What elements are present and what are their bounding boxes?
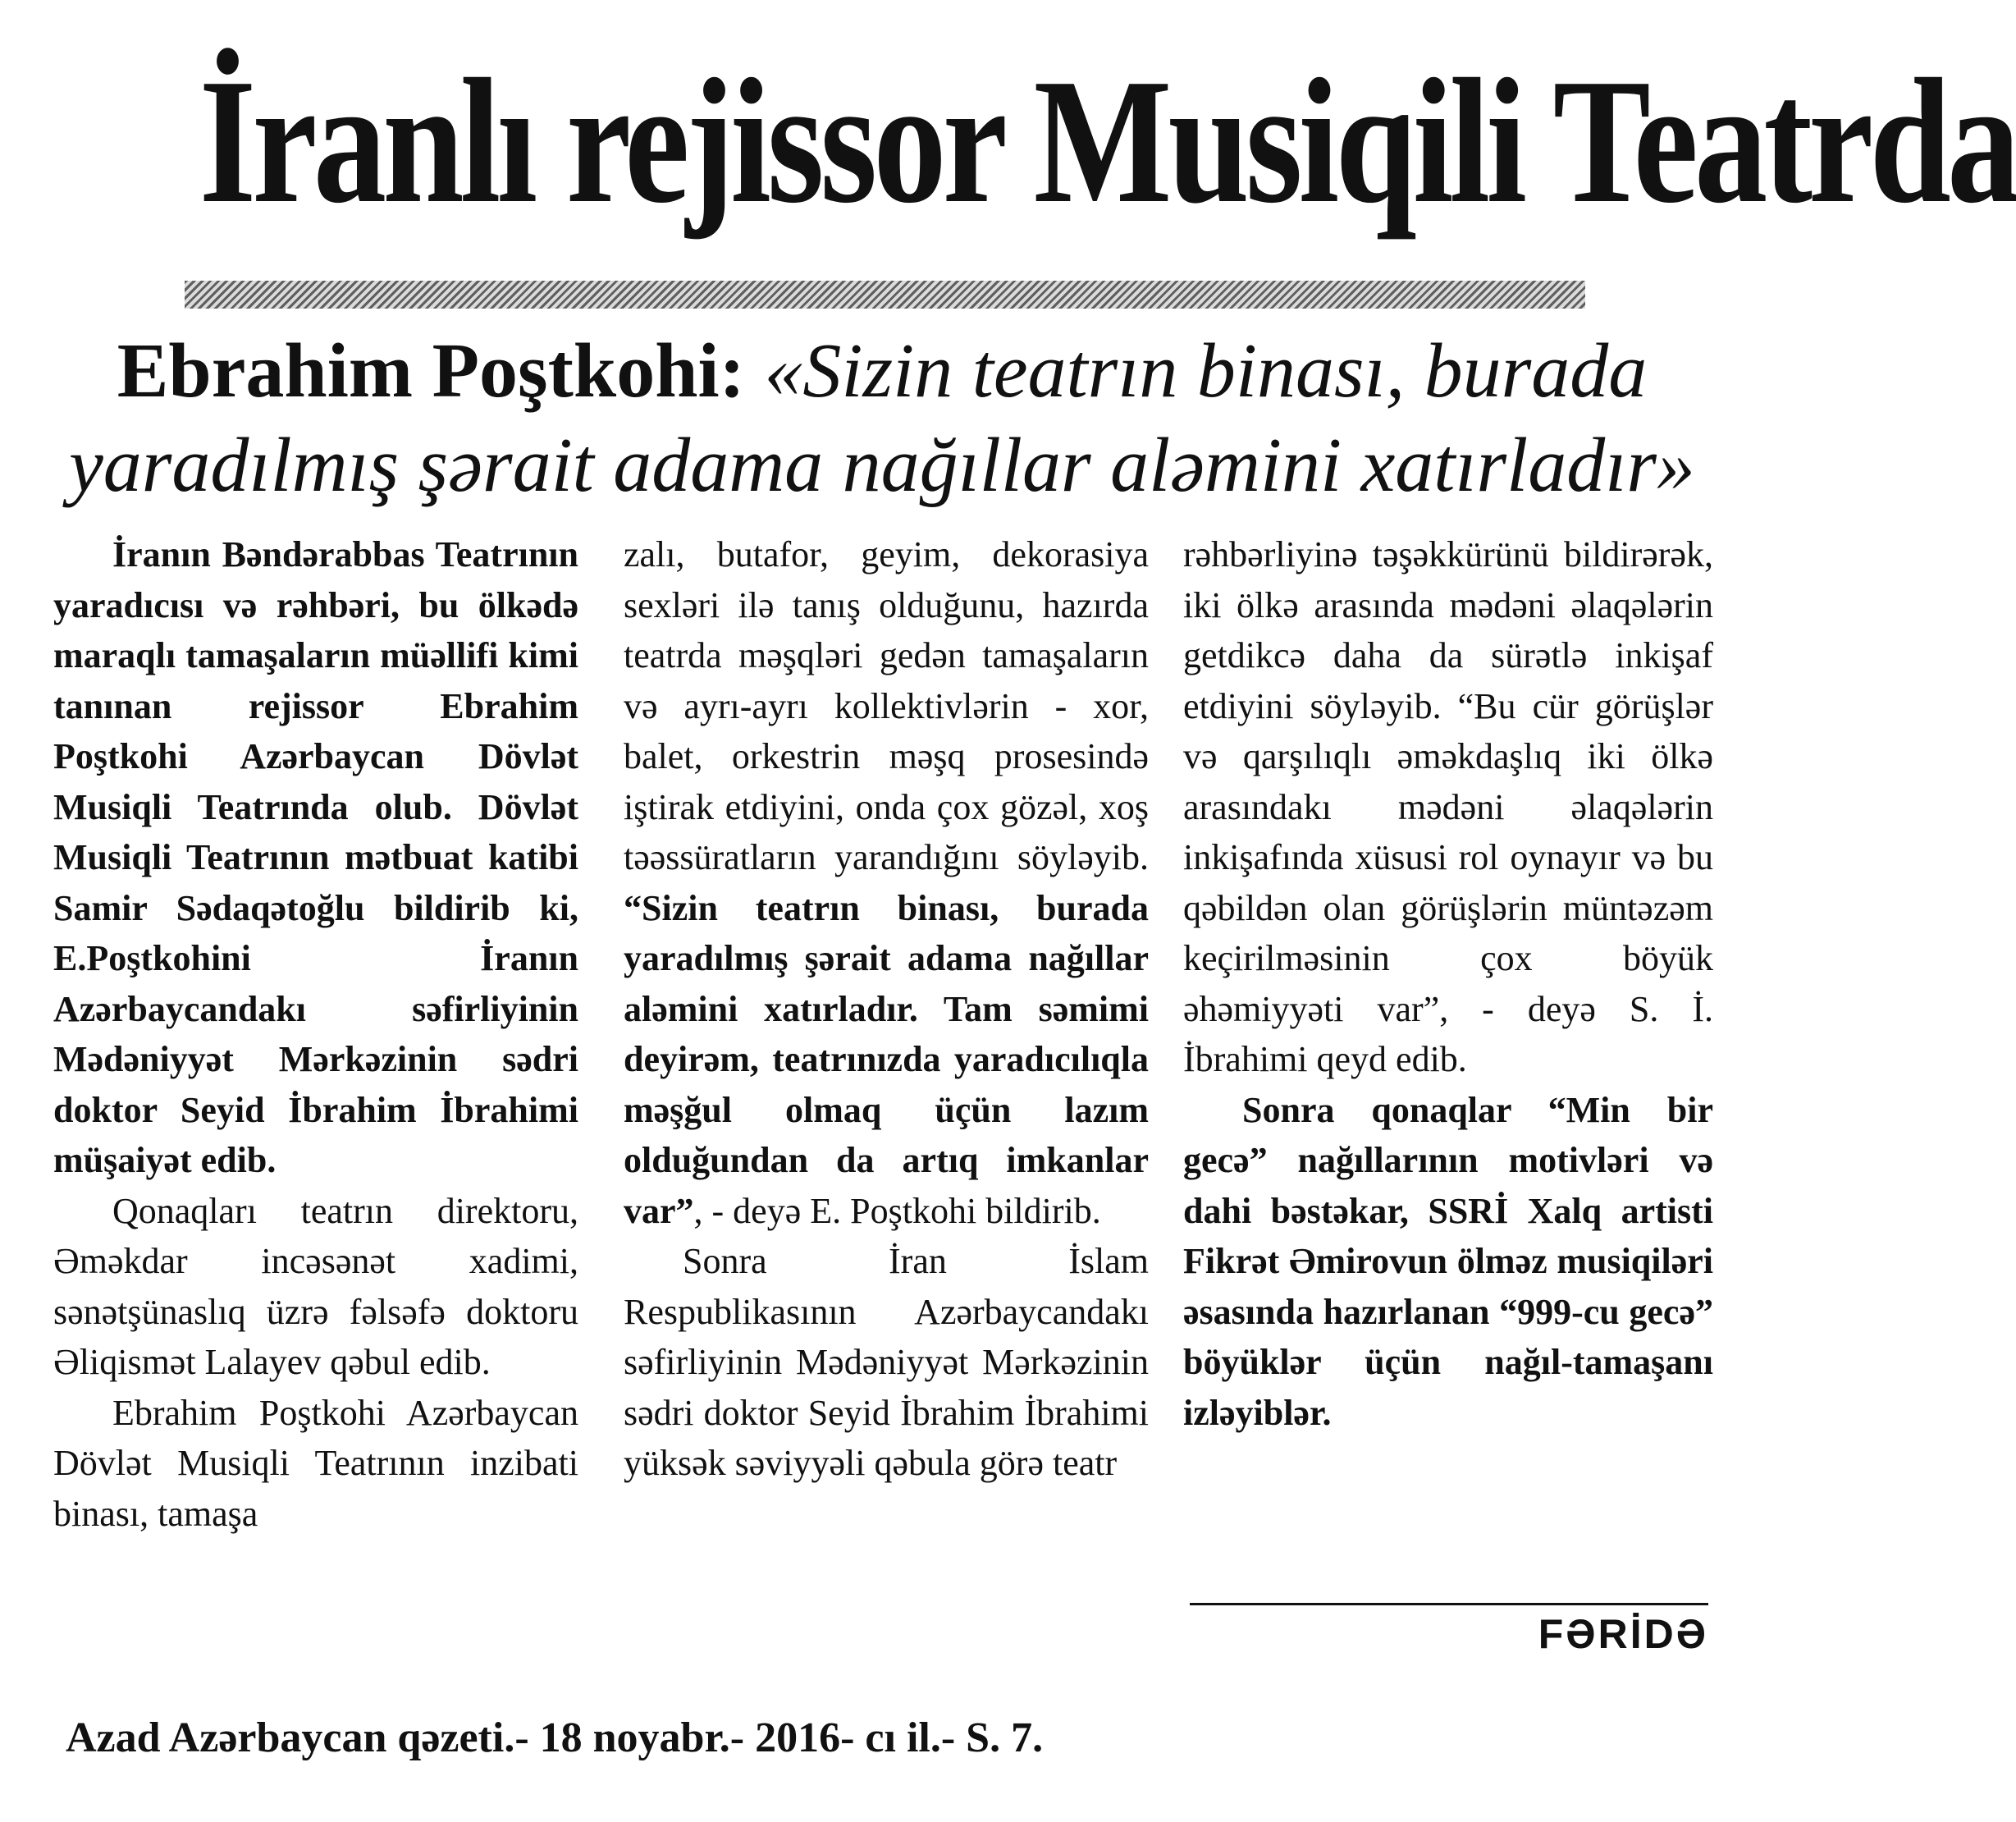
col3-paragraph-1: rəhbərliyinə təşəkkürünü bildirərək, iki ölkə arasında mədəni əlaqələrin getdikcə daha da sürətlə inkişaf etdiyini söyləyib. “Bu cür görüşlər və qarşılıqlı əməkdaşlıq iki ölkə arasındakı mədəni əlaqələrin inkişafında xüsusi rol oynayır və bu qəbildən olan görüşlərin müntəzəm keçirilməsinin çox böyük əhəmiyyəti var”, - deyə S. İ. İbrahimi qeyd edib. — [1183, 534, 1713, 1079]
source-citation: Azad Azərbaycan qəzeti.- 18 noyabr.- 2016- cı il.- S. 7. — [66, 1714, 1044, 1761]
article-column-2 — [624, 529, 1149, 1489]
col2-paragraph-2: Sonra İran İslam Respublikasının Azərbaycandakı səfirliyinin Mədəniyyət Mərkəzinin sədri doktor Seyid İbrahim İbrahimi yüksək səviyyəli qəbula görə teatr — [624, 1241, 1149, 1483]
col1-paragraph-3: Ebrahim Poştkohi Azərbaycan Dövlət Musiqli Teatrının inzibati binası, tamaşa — [53, 1392, 578, 1534]
author-signature: FƏRİDƏ — [1538, 1611, 1708, 1657]
article-column-1 — [53, 529, 578, 1539]
col1-paragraph-2: Qonaqları teatrın direktoru, Əməkdar incəsənət xadimi, sənətşünaslıq üzrə fəlsəfə doktoru Əliqismət Lalayev qəbul edib. — [53, 1190, 578, 1382]
col2-bold-quote: “Sizin teatrın binası, burada yaradılmış şərait adama nağıllar aləmini xatırladır. Tam səmimi deyirəm, teatrınızda yaradıcılıqla məşğul olmaq üçün lazım olduğundan da artıq imkanlar var” — [624, 887, 1149, 1231]
subheadline — [49, 324, 1715, 513]
col2-paragraph-1-tail: , - deyə E. Poştkohi bildirib. — [693, 1190, 1101, 1231]
col1-paragraph-1: İranın Bəndərabbas Teatrının yaradıcısı və rəhbəri, bu ölkədə maraqlı tamaşaların müəllifi kimi tanınan rejissor Ebrahim Poştkohi Azərbaycan Dövlət Musiqli Teatrında olub. Dövlət Musiqli Teatrının mətbuat katibi Samir Sədaqətoğlu bildirib ki, E.Poştkohini İranın Azərbaycandakı səfirliyinin Mədəniyyət Mərkəzinin sədri doktor Seyid İbrahim İbrahimi müşaiyət edib. — [53, 534, 578, 1180]
col2-paragraph-1 — [624, 529, 1149, 1236]
col2-paragraph-1-text: zalı, butafor, geyim, dekorasiya sexləri ilə tanış olduğunu, hazırda teatrda məşqləri gedən tamaşaların və ayrı-ayrı kollektivlərin - xor, balet, orkestrin məşq prosesində iştirak etdiyini, onda çox gözəl, xoş təəssüratların yarandığını söyləyib. — [624, 534, 1149, 877]
subhead-speaker-name: Ebrahim Poştkohi: — [117, 328, 765, 414]
decorative-rule-bar — [185, 281, 1585, 309]
col3-paragraph-2: Sonra qonaqlar “Min bir gecə” nağıllarının motivləri və dahi bəstəkar, SSRİ Xalq artisti Fikrət Əmirovun ölməz musiqiləri əsasında hazırlanan “999-cu gecə” böyüklər üçün nağıl-tamaşanı izləyiblər. — [1183, 1089, 1713, 1433]
subhead-quote: «Sizin teatrın binası, burada yaradılmış şərait adama nağıllar aləmini xatırladır» — [69, 328, 1695, 508]
article-column-3 — [1183, 529, 1713, 1438]
headline: İranlı rejissor Musiqili Teatrda — [199, 43, 2016, 240]
signature-rule — [1190, 1603, 1708, 1605]
